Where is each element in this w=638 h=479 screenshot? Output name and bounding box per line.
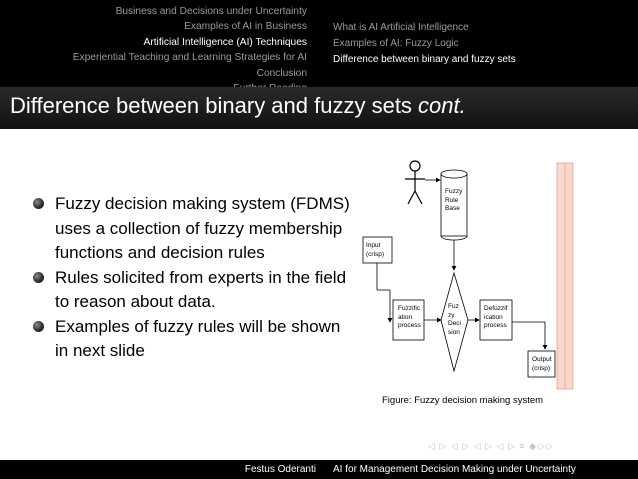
bullet-text: Rules solicited from experts in the field to reason about data. xyxy=(55,267,347,311)
defuzzification-label: Defuzzif ication process xyxy=(484,305,508,329)
nav-section-experiential-teaching[interactable]: Experiential Teaching and Learning Strategies for AI xyxy=(72,52,307,64)
nav-subsection-binary-fuzzy[interactable]: Difference between binary and fuzzy sets xyxy=(333,54,516,65)
output-label: Output (crisp) xyxy=(532,356,552,372)
nav-subsection-fuzzy-logic[interactable]: Examples of AI: Fuzzy Logic xyxy=(333,38,459,49)
nav-section-ai-techniques[interactable]: Artificial Intelligence (AI) Techniques xyxy=(143,36,307,48)
figure-caption: Figure: Fuzzy decision making system xyxy=(382,395,544,406)
nav-section-business-decisions[interactable]: Business and Decisions under Uncertainty xyxy=(115,6,307,17)
bullet-text: Fuzzy decision making system (FDMS) uses a collection of fuzzy membership functions and decision rules xyxy=(55,194,350,262)
decision-label: Fuz zy Deci sion xyxy=(448,303,462,336)
nav-subsection-what-is-ai[interactable]: What is AI Artificial Intelligence xyxy=(333,22,469,33)
input-label: Input (crisp) xyxy=(366,242,385,258)
slide-title-main: Difference between binary and fuzzy sets xyxy=(10,93,419,118)
rule-base-label: Fuzzy Rule Base xyxy=(445,188,463,212)
footer-author: Festus Oderanti xyxy=(244,464,316,475)
fuzzification-label: Fuzzific ation process xyxy=(398,305,421,329)
bullet-text: Examples of fuzzy rules will be shown in next slide xyxy=(55,316,341,360)
beamer-navigation-icons[interactable]: ◁ ▷ ◁ ▷ ◁ ▷ ◁ ▷ ≡ ◆◇◇ xyxy=(428,441,553,451)
expert-figure-icon xyxy=(405,161,425,204)
footer-bar xyxy=(0,460,638,479)
nav-section-examples-ai[interactable]: Examples of AI in Business xyxy=(184,21,307,33)
slide-title-emphasis: cont. xyxy=(418,93,466,118)
footer-title: AI for Management Decision Making under Uncertainty xyxy=(333,464,576,475)
nav-section-conclusion[interactable]: Conclusion xyxy=(256,67,307,79)
